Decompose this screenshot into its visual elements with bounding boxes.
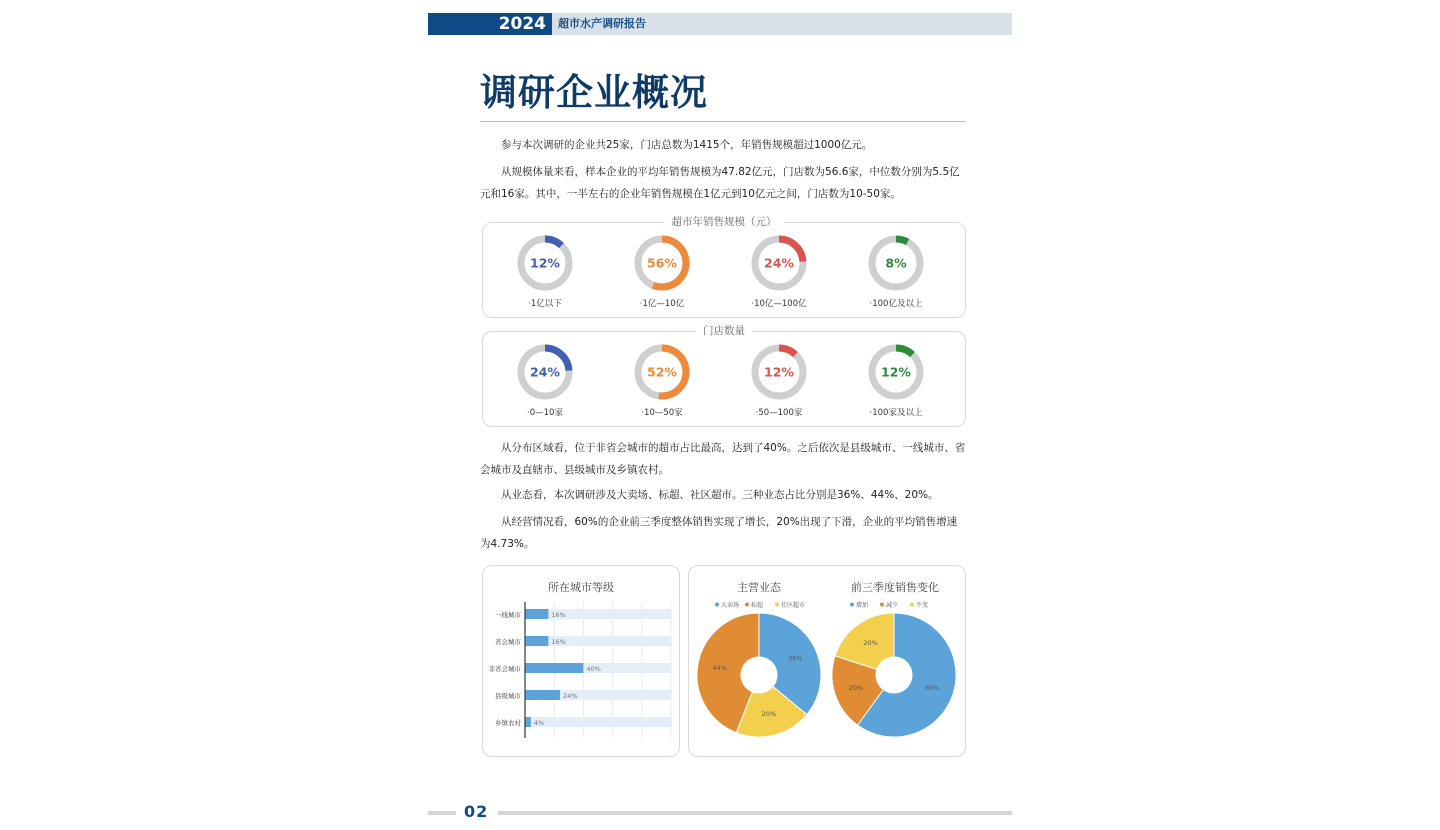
bar-category-label: 县级城市 xyxy=(495,692,521,700)
title-divider xyxy=(480,121,966,122)
store-count-donut-1 xyxy=(513,340,577,404)
bar-value-label: 24% xyxy=(563,692,578,700)
store-count-donut-4 xyxy=(864,340,928,404)
store-count-donut-2 xyxy=(630,340,694,404)
paragraph-3: 从分布区域看，位于非省会城市的超市占比最高，达到了40%。之后依次是县级城市、一线城市、省会城市及直辖市、县级城市及乡镇农村。 xyxy=(480,442,966,476)
bar-4 xyxy=(525,690,560,700)
sales-scale-donut-label-1: ·1亿以下 xyxy=(528,299,562,309)
bar-background xyxy=(525,717,671,727)
pie-charts-box xyxy=(688,565,966,757)
bar-1 xyxy=(525,609,548,619)
pie-charts xyxy=(689,566,965,756)
pie-legend-dot xyxy=(850,603,854,607)
footer-line-left xyxy=(428,811,456,815)
store-count-donut-label-2: ·10—50家 xyxy=(641,408,683,418)
paragraph-4: 从业态看，本次调研涉及大卖场、标超、社区超市。三种业态占比分别是36%、44%、20%。 xyxy=(501,489,939,501)
pie-legend-label: 减少 xyxy=(886,602,899,609)
bar-value-label: 16% xyxy=(551,638,566,646)
sales-scale-donut-4 xyxy=(864,231,928,295)
header-year: 2024 xyxy=(428,13,552,35)
pie-legend-label: 标超 xyxy=(751,602,764,609)
bar-category-label: 省会城市 xyxy=(495,638,521,646)
pie-value-label: 36% xyxy=(787,654,803,663)
pie-legend-dot xyxy=(715,603,719,607)
report-page xyxy=(428,0,1012,830)
store-count-panel xyxy=(482,325,966,427)
paragraph-1: 参与本次调研的企业共25家，门店总数为1415个，年销售规模超过1000亿元。 xyxy=(501,139,873,151)
pie-value-label: 60% xyxy=(924,683,940,692)
paragraph-5: 从经营情况看，60%的企业前三季度整体销售实现了增长，20%出现了下滑，企业的平均销售增速为4.73%。 xyxy=(480,516,958,550)
pie-legend-label: 增加 xyxy=(856,602,869,609)
pie-value-label: 20% xyxy=(848,683,864,692)
pie-legend-dot xyxy=(775,603,779,607)
bar-5 xyxy=(525,717,531,727)
sales-scale-donut-2 xyxy=(630,231,694,295)
header-bar xyxy=(428,13,1012,35)
sales-scale-donut-1 xyxy=(513,231,577,295)
sales-scale-donut-label-2: ·1亿—10亿 xyxy=(639,299,685,309)
business-format-chart-title: 主营业态 xyxy=(737,581,781,594)
store-count-donut-3 xyxy=(747,340,811,404)
pie-legend-label: 不变 xyxy=(916,602,929,609)
bar-category-label: 乡镇农村 xyxy=(495,719,521,727)
bar-3 xyxy=(525,663,583,673)
city-tier-chart-title: 所在城市等级 xyxy=(548,581,614,594)
footer-line-right xyxy=(498,811,1012,815)
donut-value: 12% xyxy=(530,255,560,271)
city-tier-chart-box xyxy=(482,565,680,757)
pie-legend-label: 大卖场 xyxy=(721,602,740,609)
sales-change-chart-title: 前三季度销售变化 xyxy=(851,581,939,594)
page-title: 调研企业概况 xyxy=(480,71,708,114)
sales-scale-title: 超市年销售规模（元） xyxy=(483,214,965,229)
donut-value: 12% xyxy=(881,364,911,380)
donut-value: 56% xyxy=(647,255,677,271)
bar-value-label: 40% xyxy=(586,665,601,673)
pie-legend-dot xyxy=(880,603,884,607)
sales-scale-donut-label-3: ·10亿—100亿 xyxy=(751,299,807,309)
pie-legend-dot xyxy=(745,603,749,607)
bar-category-label: 非省会城市 xyxy=(488,665,521,673)
donut-value: 12% xyxy=(764,364,794,380)
sales-scale-donut-label-4: ·100亿及以上 xyxy=(869,299,923,309)
paragraph-2: 从规模体量来看，样本企业的平均年销售规模为47.82亿元，门店数为56.6家，中位数分别为5.5亿元和16家。其中，一半左右的企业年销售规模在1亿元到10亿元之间，门店数为10-50家。 xyxy=(480,166,960,200)
donut-value: 8% xyxy=(885,255,907,271)
pie-value-label: 20% xyxy=(761,710,777,719)
bar-value-label: 16% xyxy=(551,611,566,619)
pie-legend-dot xyxy=(910,603,914,607)
pie-value-label: 44% xyxy=(712,664,727,673)
store-count-donut-label-3: ·50—100家 xyxy=(755,408,803,418)
bar-category-label: 一线城市 xyxy=(495,611,521,619)
pie-legend-label: 社区超市 xyxy=(781,602,806,609)
donut-value: 24% xyxy=(530,364,560,380)
header-report-title: 超市水产调研报告 xyxy=(558,17,646,30)
store-count-title: 门店数量 xyxy=(483,323,965,338)
pie-value-label: 20% xyxy=(863,639,878,648)
city-tier-bar-chart xyxy=(483,566,679,756)
sales-scale-panel xyxy=(482,216,966,318)
donut-value: 52% xyxy=(647,364,677,380)
donut-value: 24% xyxy=(764,255,794,271)
bar-2 xyxy=(525,636,548,646)
page-number: 02 xyxy=(464,802,489,821)
store-count-donut-label-4: ·100家及以上 xyxy=(869,408,923,418)
store-count-donut-label-1: ·0—10家 xyxy=(527,408,563,418)
bar-value-label: 4% xyxy=(533,719,545,727)
sales-scale-donut-3 xyxy=(747,231,811,295)
